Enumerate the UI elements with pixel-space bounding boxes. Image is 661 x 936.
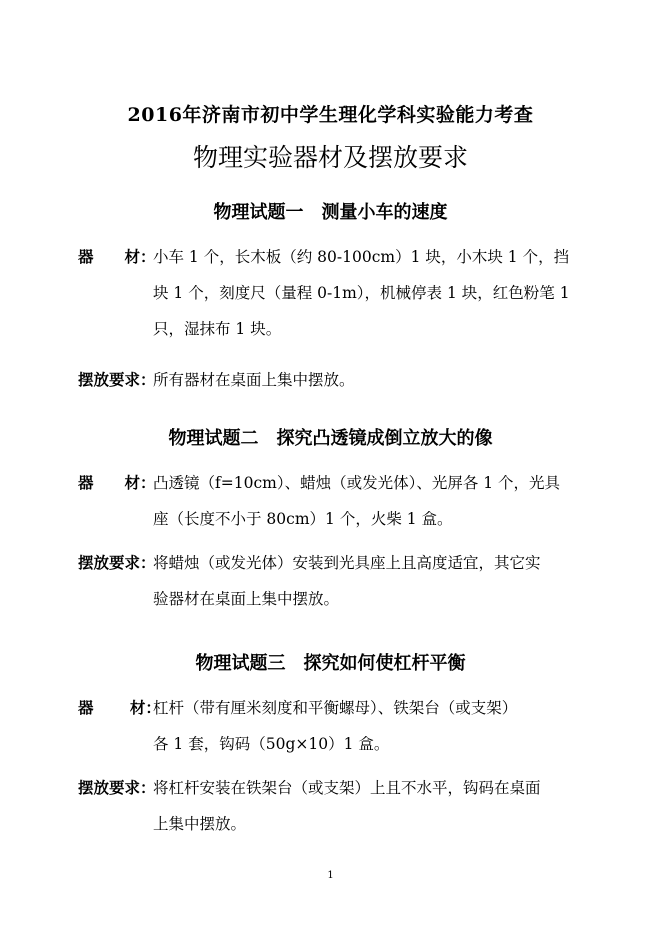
document-subtitle: 物理实验器材及摆放要求 (192, 143, 468, 172)
page-number: 1 (327, 870, 334, 881)
equipment-line: 凸透镜（f=10cm）、蜡烛（或发光体）、光屏各 1 个，光具 (153, 474, 561, 492)
section-3-equipment (78, 690, 588, 762)
equipment-label: 器 材： (78, 247, 156, 266)
equipment-line: 各 1 套，钩码（50g×10）1 盒。 (153, 735, 390, 753)
section-title-1: 物理试题一 测量小车的速度 (213, 202, 448, 223)
placement-line: 上集中摆放。 (153, 815, 247, 833)
section-title-3: 物理试题三 探究如何使杠杆平衡 (195, 653, 466, 674)
placement-label: 摆放要求： (78, 370, 156, 389)
placement-label: 摆放要求： (78, 778, 156, 797)
section-1-equipment (78, 239, 588, 347)
placement-label: 摆放要求： (78, 553, 156, 572)
document-title: 2016年济南市初中学生理化学科实验能力考查 (127, 104, 534, 126)
equipment-label: 器 材： (78, 698, 161, 717)
equipment-line: 块 1 个，刻度尺（量程 0-1m），机械停表 1 块，红色粉笔 1 (153, 284, 570, 302)
section-2-equipment (78, 465, 588, 537)
section-1-placement (78, 362, 588, 398)
equipment-line: 只，湿抹布 1 块。 (153, 320, 282, 338)
equipment-label: 器 材： (78, 473, 156, 492)
placement-line: 所有器材在桌面上集中摆放。 (153, 371, 355, 389)
equipment-line: 座（长度不小于 80cm）1 个，火柴 1 盒。 (153, 510, 453, 528)
equipment-line: 杠杆（带有厘米刻度和平衡螺母）、铁架台（或支架） (153, 699, 518, 717)
section-title-2: 物理试题二 探究凸透镜成倒立放大的像 (168, 428, 493, 449)
equipment-line: 小车 1 个，长木板（约 80-100cm）1 块，小木块 1 个，挡 (153, 248, 570, 266)
section-2-placement (78, 545, 588, 617)
placement-line: 将蜡烛（或发光体）安装到光具座上且高度适宜，其它实 (153, 554, 541, 572)
placement-line: 验器材在桌面上集中摆放。 (153, 590, 340, 608)
section-3-placement (78, 770, 588, 842)
placement-line: 将杠杆安装在铁架台（或支架）上且不水平，钩码在桌面 (153, 779, 541, 797)
